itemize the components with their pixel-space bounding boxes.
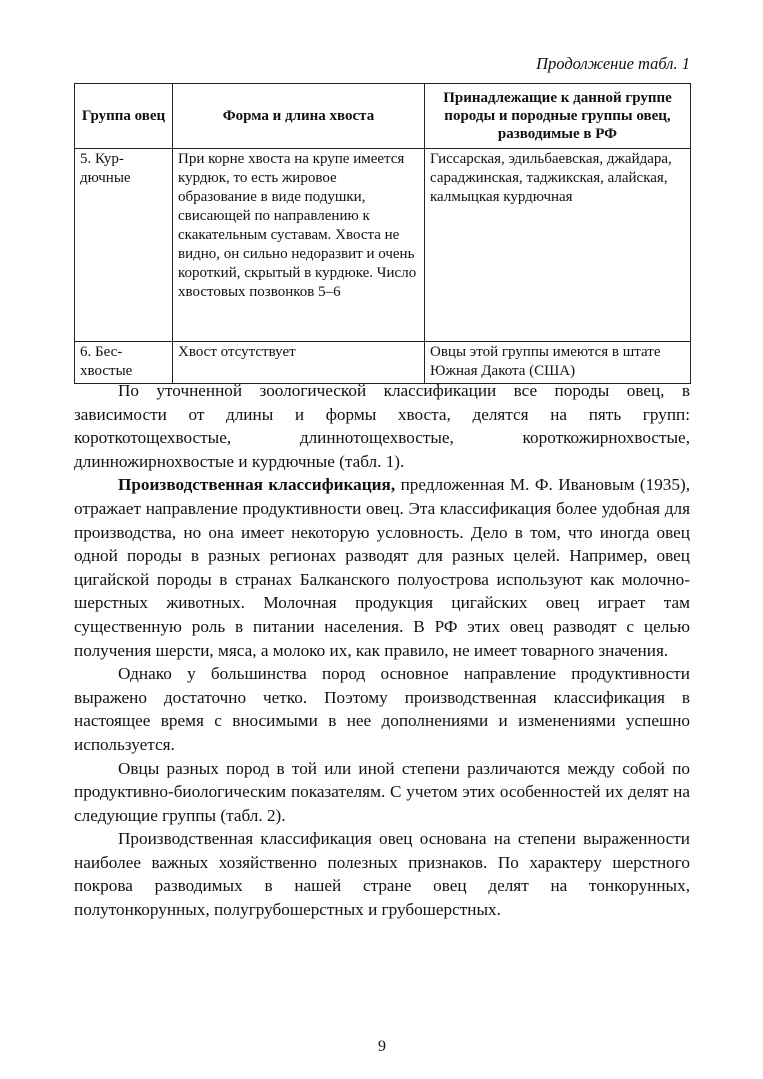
paragraph: Производственная классификация, предложенная М. Ф. Ивановым (1935), отражает направление продуктивности овец. Эта классификация более удобная для производства, но она имеет некоторую условность. Дело в том, что иногда овец одной породы в разных регионах разводят для разных целей. Например, овец цигайской породы в странах Балканского полуострова используют как молочно-шерстных животных. Молочная продукция цигайских овец играет там существенную роль в питании населения. В РФ этих овец разводят с целью получения шерсти, мяса, а молоко их, как правило, не имеет товарного значения.	[74, 475, 690, 660]
paragraph: Овцы разных пород в той или иной степени различаются между собой по продуктивно-биологическим показателям. С учетом этих особенностей их делят на следующие группы (табл. 2).	[74, 758, 690, 825]
table-continuation-caption: Продолжение табл. 1	[536, 54, 690, 73]
page-number: 9	[378, 1038, 386, 1055]
paragraph: Производственная классификация овец основана на степени выраженности наиболее важных хозяйственно полезных признаков. По характеру шерстного покрова разводимых в нашей стране овец делят на тонкорунных, полутонкорунных, полугрубошерстных и грубошерстных.	[74, 829, 690, 920]
header-tail: Форма и длина хвоста	[173, 84, 425, 149]
table-header-row	[75, 84, 691, 149]
table-row	[75, 342, 691, 384]
sheep-groups-table	[74, 83, 691, 384]
cell-tail: Хвост отсутствует	[173, 342, 425, 384]
header-breeds: Принадлежащие к данной группе породы и породные группы овец, разводимые в РФ	[425, 84, 691, 149]
paragraph: По уточненной зоологической классификации все породы овец, в зависимости от длины и формы хвоста, делятся на пять групп: короткотощехвостые, длиннотощехвостые, короткожирнохвостые, длинножирнохвостые и курдючные (табл. 1).	[74, 381, 690, 471]
header-group: Группа овец	[75, 84, 173, 149]
bold-term: Производственная классификация,	[118, 475, 396, 495]
cell-group: 5. Кур-дючные	[75, 149, 173, 342]
paragraph: Однако у большинства пород основное направление продуктивности выражено достаточно четко. Поэтому производственная классификация в настоящее время с вносимыми в нее дополнениями и изменениями успешно используется.	[74, 664, 690, 754]
body-text	[74, 379, 690, 922]
cell-breeds: Гиссарская, эдильбаевская, джайдара, сараджинская, таджикская, алайская, калмыцкая курдючная	[425, 149, 691, 342]
table-row	[75, 149, 691, 342]
cell-tail: При корне хвоста на крупе имеется курдюк, то есть жировое образование в виде подушки, свисающей по направлению к скакательным суставам. Хвоста не видно, он сильно недоразвит и очень короткий, скрытый в курдюке. Число хвостовых позвонков 5–6	[173, 149, 425, 342]
cell-breeds: Овцы этой группы имеются в штате Южная Дакота (США)	[425, 342, 691, 384]
cell-group: 6. Бес-хвостые	[75, 342, 173, 384]
